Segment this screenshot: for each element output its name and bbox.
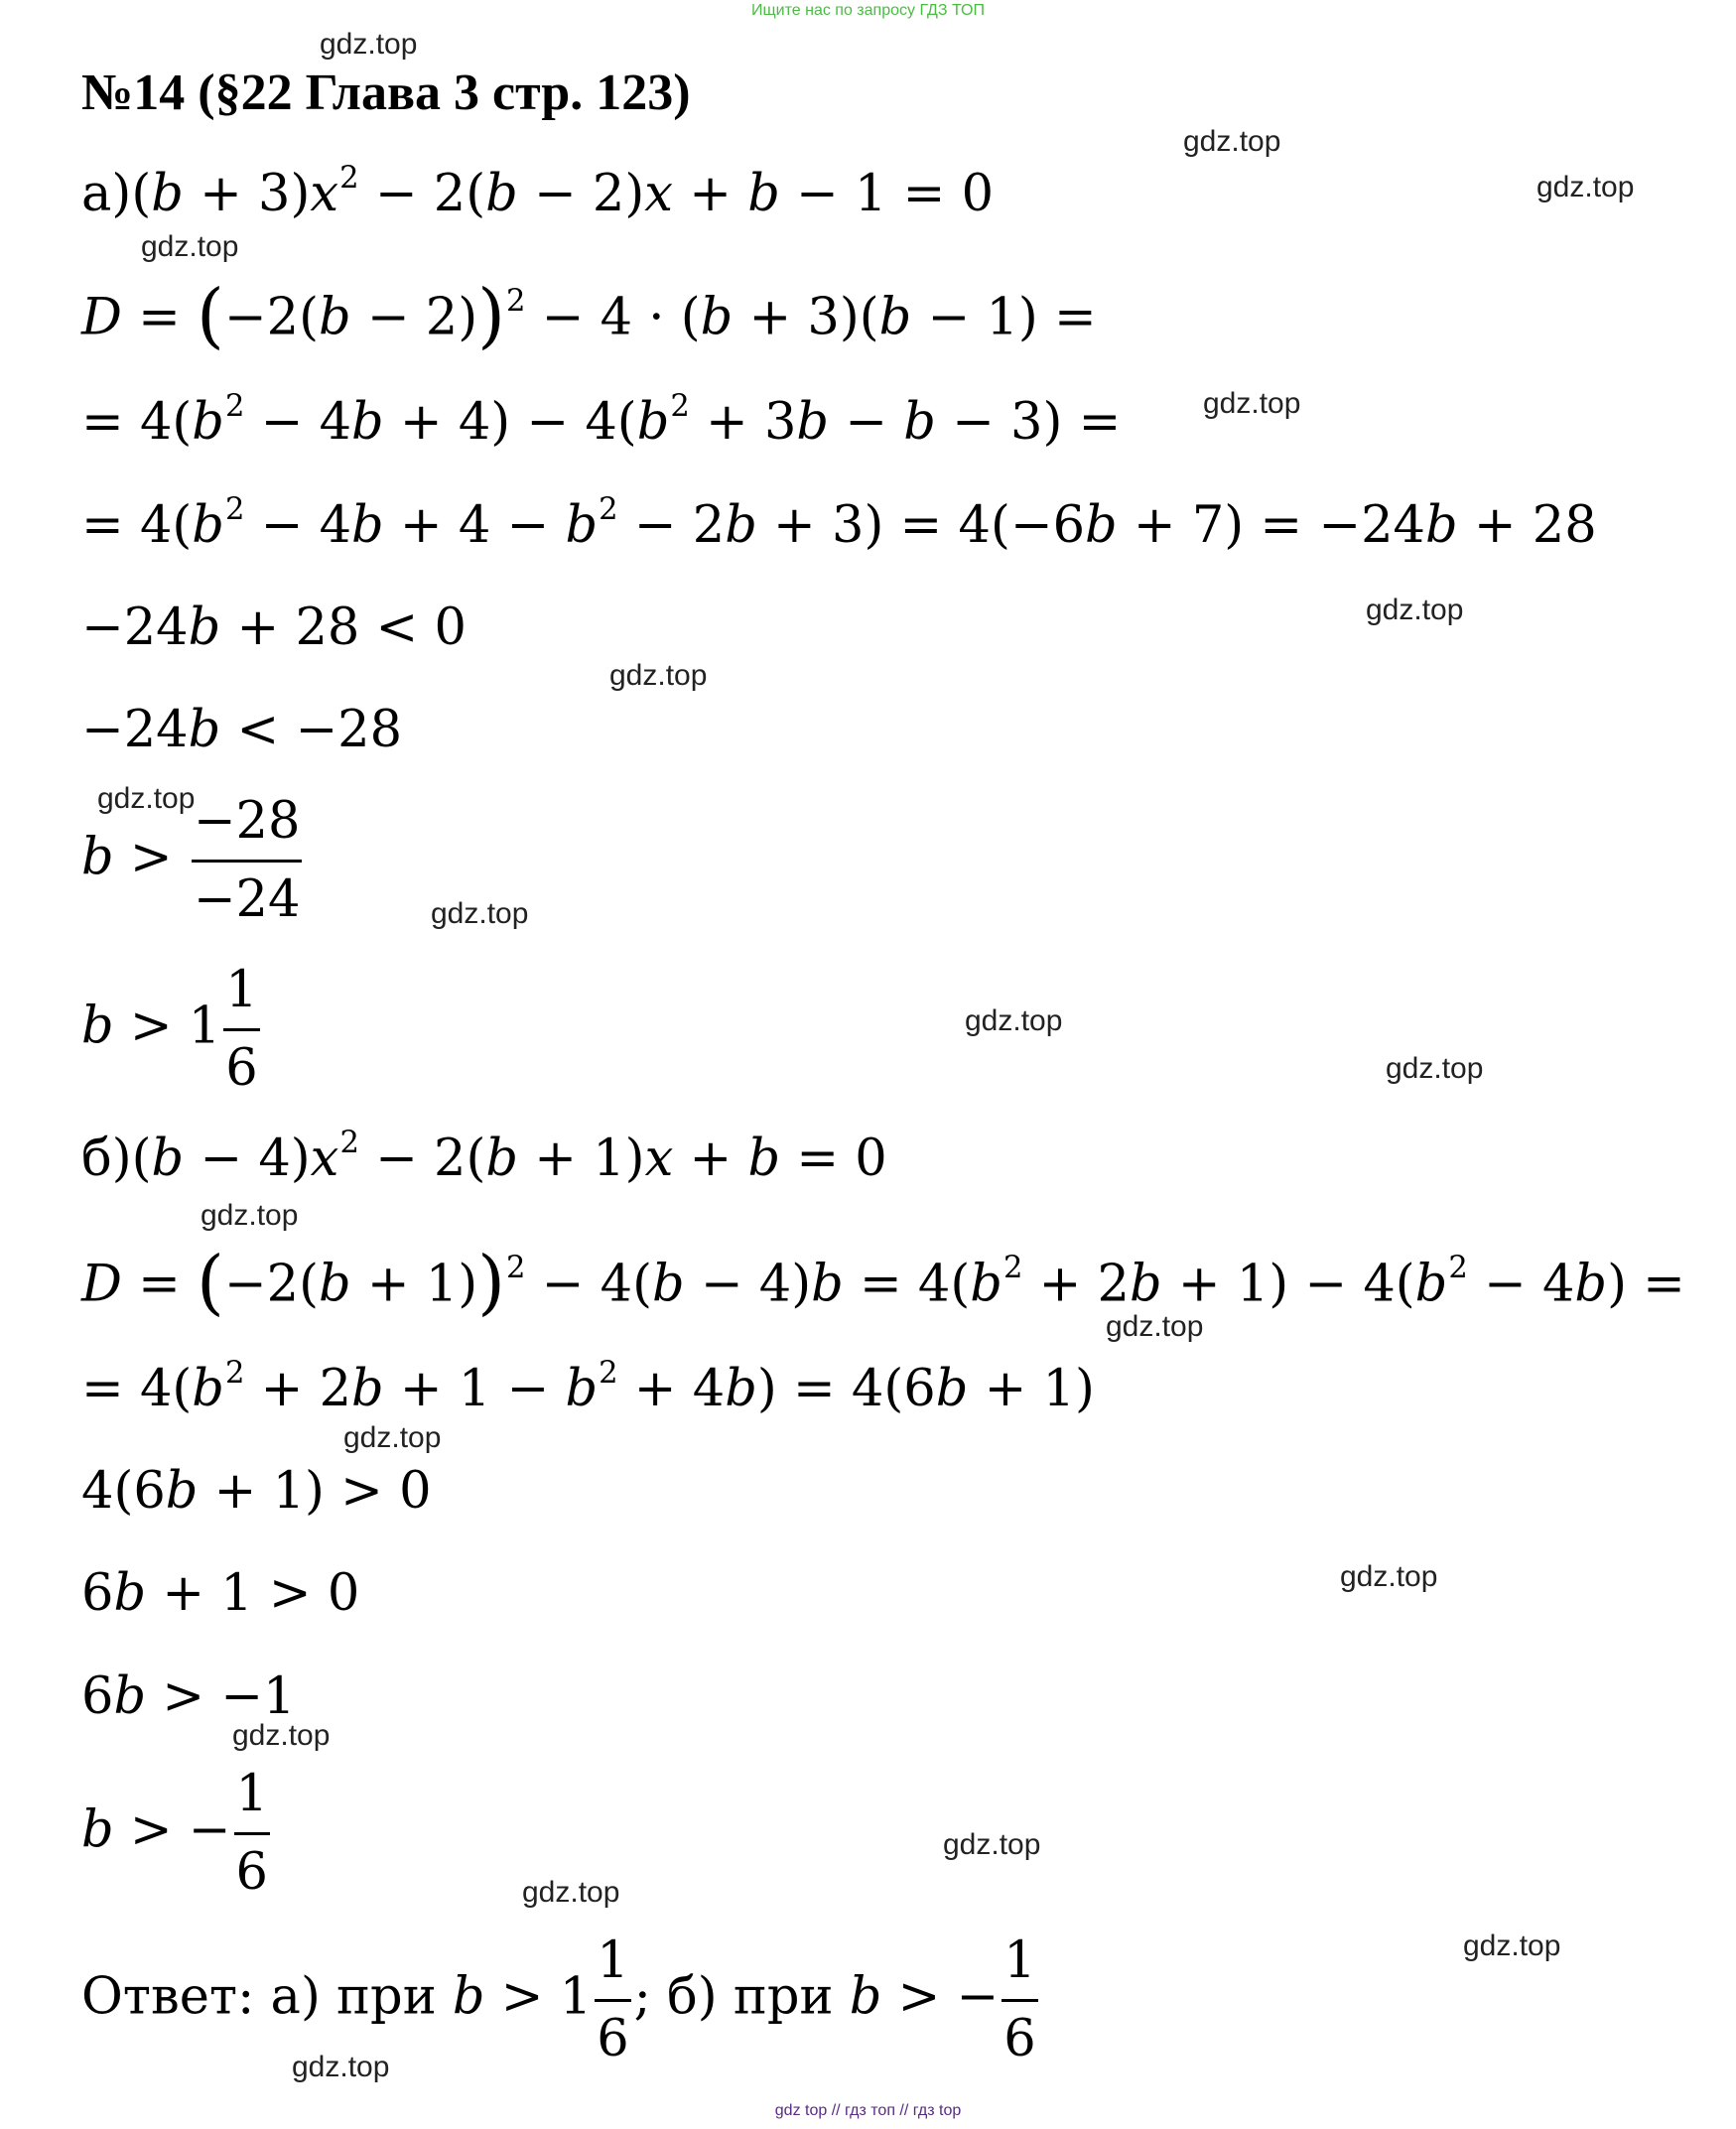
watermark: gdz.top xyxy=(1536,171,1635,203)
problem-title: №14 (§22 Глава 3 стр. 123) xyxy=(81,65,691,121)
watermark: gdz.top xyxy=(965,1004,1063,1037)
part-a-discriminant-1: $D = (-2(b - 2))^2 - 4 \cdot (b + 3)(b - 1)$ = xyxy=(81,274,1097,356)
part-a-discriminant-3: = $4(b^2 - 4b + 4 - b^2 - 2b + 3) = 4(-6b + 7) = -24b + 28$ xyxy=(81,492,1597,555)
part-b-discriminant-1: $D = (-2(b + 1))^2 - 4(b - 4)b = 4(b^2 + 2b + 1) - 4(b^2 - 4b)$ = xyxy=(81,1241,1685,1323)
part-b-discriminant-2: = $4(b^2 + 2b + 1 - b^2 + 4b) = 4(6b + 1)$ xyxy=(81,1356,1095,1418)
top-banner[interactable]: Ищите нас по запросу ГДЗ ТОП xyxy=(751,2,985,19)
part-b-inequality-2: 6b + 1 > 0 xyxy=(81,1564,360,1623)
watermark: gdz.top xyxy=(609,659,708,692)
fraction-denominator: −24 xyxy=(193,870,301,929)
part-b-inequality-3: 6b > −1 xyxy=(81,1667,296,1726)
part-a-label: а) xyxy=(81,165,132,223)
watermark: gdz.top xyxy=(1203,387,1301,420)
watermark: gdz.top xyxy=(1340,1560,1438,1593)
part-a-fraction-step: b > $\frac{-28}{-24}$ xyxy=(81,784,305,938)
answer-line: Ответ: а) при b > 1 $\frac{1}{6}$ ; б) при b > − $\frac{1}{6}$ xyxy=(81,1924,1041,2077)
watermark: gdz.top xyxy=(522,1876,620,1909)
watermark: gdz.top xyxy=(943,1828,1041,1861)
watermark: gdz.top xyxy=(320,28,418,61)
watermark: gdz.top xyxy=(343,1421,442,1454)
part-b-result: b > − $\frac{1}{6}$ xyxy=(81,1757,273,1911)
part-a-result: b > 1 $\frac{1}{6}$ xyxy=(81,953,263,1107)
watermark: gdz.top xyxy=(200,1199,299,1232)
watermark: gdz.top xyxy=(141,230,239,263)
watermark: gdz.top xyxy=(292,2051,390,2083)
footer-links[interactable]: gdz top // гдз топ // гдз top xyxy=(774,2102,962,2119)
watermark: gdz.top xyxy=(431,897,529,930)
watermark: gdz.top xyxy=(1183,125,1281,158)
answer-prefix: Ответ: xyxy=(81,1967,255,2027)
watermark: gdz.top xyxy=(232,1719,331,1752)
part-b-label: б) xyxy=(81,1130,132,1188)
fraction xyxy=(192,784,303,938)
part-a-discriminant-2: = $4(b^2 - 4b + 4) - 4(b^2 + 3b - b - 3)$ = xyxy=(81,389,1122,452)
watermark: gdz.top xyxy=(1463,1929,1561,1962)
watermark: gdz.top xyxy=(1106,1310,1204,1343)
part-a-equation: $а)(b + 3)x^2 - 2(b - 2)x + b - 1 = 0$ xyxy=(81,161,995,223)
answer-a-label: а) при xyxy=(270,1967,437,2027)
part-a-inequality-1: −24b + 28 < 0 xyxy=(81,599,467,657)
part-a-inequality-2: −24b < −28 xyxy=(81,701,403,759)
part-b-equation: $б)(b - 4)x^2 - 2(b + 1)x + b = 0$ xyxy=(81,1126,887,1188)
fraction-numerator: −28 xyxy=(192,784,303,863)
watermark: gdz.top xyxy=(97,782,196,815)
watermark: gdz.top xyxy=(1386,1052,1484,1085)
answer-b-label: ; б) при xyxy=(633,1967,834,2027)
part-b-inequality-1: 4(6b + 1) > 0 xyxy=(81,1462,432,1521)
watermark: gdz.top xyxy=(1366,594,1464,626)
